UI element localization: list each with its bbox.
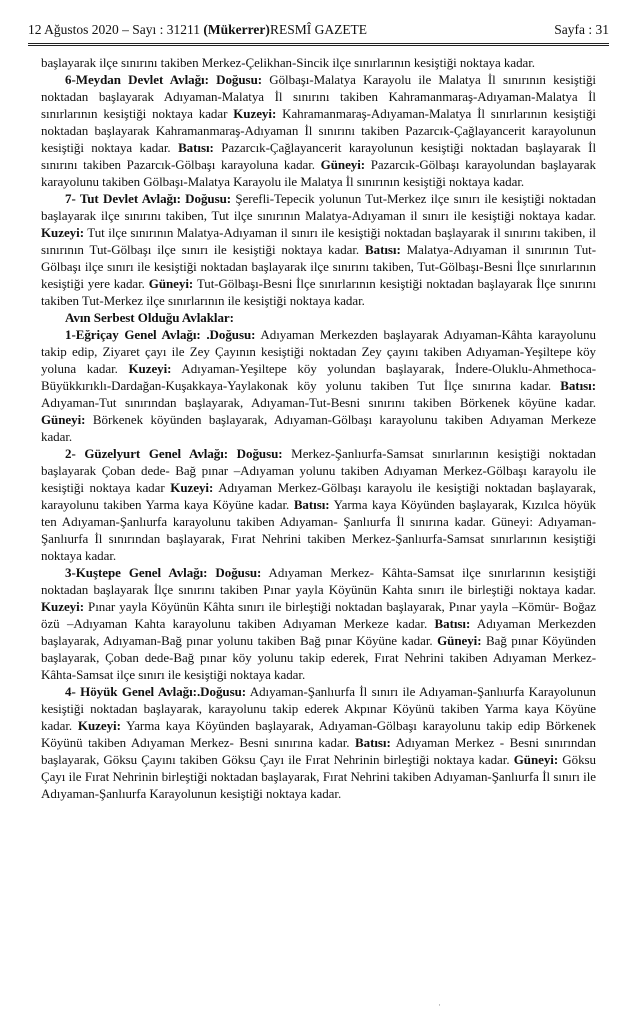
kustepe-guney-label: Güneyi: xyxy=(437,633,482,648)
egricay-dogu-label: .Doğusu: xyxy=(200,327,256,342)
kustepe-dogu-label: Doğusu: xyxy=(207,565,262,580)
guzelyurt-bati-text: Yarma kaya Köyünden başlayarak, Kızılca höyük ten Adıyaman-Şanlıurfa karayolunu takiben Adıyaman- Şanlıurfa İl sınırına kadar. Güneyi: Adıyaman- Şanlıurfa İl sınırından başlayarak, Fırat Nehrini takiben Merkez-Şanlıurfa-Samsat sınırlarının kesiştiği noktaya kadar. xyxy=(41,497,596,563)
meydan-guney-label: Güneyi: xyxy=(320,157,366,172)
section-heading-text: Avın Serbest Olduğu Avlaklar: xyxy=(65,310,234,325)
egricay-guney-label: Güneyi: xyxy=(41,412,86,427)
tut-dogu-text: Şerefli-Tepecik yolunun Tut-Merkez ilçe sınırı ile kesiştiği noktadan başlayarak ilçe sınırını takiben, Tut ilçe sınırının Malatya-Adıyaman il sınırı ile kesiştiği noktaya kadar. xyxy=(41,191,596,223)
tut-bati-label: Batısı: xyxy=(365,242,401,257)
header-rule xyxy=(28,43,609,46)
hoyuk-avlagi-paragraph xyxy=(41,683,596,802)
header-date-issue-text: 12 Ağustos 2020 – Sayı : 31211 xyxy=(28,22,201,37)
egricay-avlagi-paragraph xyxy=(41,326,596,445)
document-body xyxy=(41,54,596,802)
meydan-kuzey-label: Kuzeyi: xyxy=(233,106,277,121)
guzelyurt-kuzey-text: Adıyaman Merkez-Gölbaşı karayolu ile kesiştiği noktadan başlayarak, karayolunu takiben Yarma kaya Köyüne kadar. xyxy=(41,480,596,512)
header-gazette-name: RESMÎ GAZETE xyxy=(269,22,368,37)
guzelyurt-dogu-text: Merkez-Şanlıurfa-Samsat sınırlarının kesiştiği noktadan başlayarak Çoban dede- Bağ pınar –Adıyaman yolunu takiben Adıyaman Merkez-Gölbaşı karayolu ile kesiştiği noktaya kadar xyxy=(41,446,596,495)
tut-title: 7- Tut Devlet Avlağı: xyxy=(65,191,181,206)
tut-avlagi-paragraph xyxy=(41,190,596,309)
egricay-guney-text: Börkenek köyünden başlayarak, Adıyaman-Gölbaşı karayolunu takiben Adıyaman Merkeze kadar. xyxy=(41,412,596,444)
tut-kuzey-label: Kuzeyi: xyxy=(41,225,84,240)
kustepe-dogu-text: Adıyaman Merkez- Kâhta-Samsat ilçe sınırlarının kesiştiği noktadan başlayarak İlçe sınırını takiben Pınar yayla Köyünün Kahta sınırı ile birleştiği noktaya kadar. xyxy=(41,565,596,597)
hoyuk-kuzey-label: Kuzeyi: xyxy=(77,718,121,733)
kustepe-guney-text: Bağ pınar Köyünden başlayarak, Çoban dede-Bağ pınar köy yolunu takip ederek, Fırat Nehrini takiben Adıyaman Merkez- Kâhta-Samsat ilçe sınırı ile kesiştiği noktaya kadar. xyxy=(41,633,596,682)
tut-guney-label: Güneyi: xyxy=(148,276,194,291)
tut-bati-text: Malatya-Adıyaman il sınırının Tut-Gölbaşı ilçe sınırı ile kesiştiği noktadan başlayarak ilçe sınırını takiben, Tut-Gölbaşı-Besni İlçe sınırlarının kesiştiği yere kadar. xyxy=(41,242,596,291)
guzelyurt-kuzey-label: Kuzeyi: xyxy=(170,480,214,495)
hoyuk-kuzey-text: Yarma kaya Köyünden başlayarak, Adıyaman-Gölbaşı karayolunu takip edip Börkenek Köyünü takiben Adıyaman Merkez- Besni sınırına kadar. xyxy=(41,718,597,750)
guzelyurt-bati-label: Batısı: xyxy=(293,497,330,512)
hoyuk-title: 4- Höyük Genel Avlağı: xyxy=(65,684,197,699)
kustepe-kuzey-label: Kuzeyi: xyxy=(41,599,84,614)
egricay-bati-label: Batısı: xyxy=(560,378,596,393)
section-heading xyxy=(41,309,596,326)
footer-mark: · xyxy=(438,1000,441,1010)
kustepe-avlagi-paragraph xyxy=(41,564,596,683)
hoyuk-bati-text: Adıyaman Merkez - Besni sınırından başlayarak, Göksu Çayını takiben Göksu Çayı ile Fırat Nehrinin birleştiği noktaya kadar. xyxy=(41,735,596,767)
hoyuk-guney-text: Göksu Çayı ile Fırat Nehrinin birleştiği noktadan başlayarak, Fırat Nehrini takiben Adıyaman-Şanlıurfa İl sınırı ile Adıyaman-Şanlıurfa Karayolunun kesiştiği noktaya kadar. xyxy=(41,752,596,801)
egricay-kuzey-text: Adıyaman-Yeşiltepe köy yolundan başlayarak, İndere-Oluklu-Ahmethoca-Büyükkırıklı-Dardağan-Kuşakkaya-Yaylakonak köy yolunu takiben Tut İlçe sınırına kadar. xyxy=(41,361,596,393)
kustepe-title: 3-Kuştepe Genel Avlağı: xyxy=(65,565,208,580)
page-header xyxy=(28,20,609,40)
header-issue-note: (Mükerrer) xyxy=(203,22,270,37)
guzelyurt-title: 2- Güzelyurt Genel Avlağı: xyxy=(65,446,229,461)
meydan-avlagi-paragraph xyxy=(41,71,596,190)
egricay-title: 1-Eğriçay Genel Avlağı: xyxy=(65,327,201,342)
egricay-dogu-text: Adıyaman Merkezden başlayarak Adıyaman-Kâhta karayolunu takip edip, Ziyaret çayı ile Zey Çayının kesiştiği noktadan Zey çayını takiben Adıyaman-Yeşiltepe köy yoluna kadar. xyxy=(41,327,596,376)
meydan-dogu-text: Gölbaşı-Malatya Karayolu ile Malatya İl sınırının kesiştiği noktadan başlayarak Adıyaman-Malatya İl sınırını takiben Kahramanmaraş-Adıyaman-Malatya İl sınırlarının kesiştiği noktaya kadar xyxy=(41,72,596,121)
tut-kuzey-text: Tut ilçe sınırının Malatya-Adıyaman il sınırı ile kesiştiği noktadan başlayarak il sınırını takiben, il sınırının Tut-Gölbaşı ilçe sınırı ile kesiştiği noktaya kadar. xyxy=(41,225,596,257)
intro-paragraph: başlayarak ilçe sınırını takiben Merkez-Çelikhan-Sincik ilçe sınırlarının kesiştiği noktaya kadar. xyxy=(41,55,536,70)
kustepe-bati-label: Batısı: xyxy=(434,616,471,631)
tut-dogu-label: Doğusu: xyxy=(185,191,232,206)
meydan-bati-label: Batısı: xyxy=(178,140,214,155)
egricay-bati-text: Adıyaman-Tut sınırından başlayarak, Adıyaman-Tut-Besni sınırını takiben Börkenek köyüne kadar. xyxy=(41,395,596,410)
hoyuk-bati-label: Batısı: xyxy=(355,735,391,750)
guzelyurt-dogu-label: Doğusu: xyxy=(228,446,283,461)
meydan-kuzey-text: Kahramanmaraş-Adıyaman-Malatya İl sınırlarının kesiştiği noktadan başlayarak Kahramanmaraş-Adıyaman İl sınırını takiben Pazarcık-Çağlayancerit karayolunun kesiştiği noktaya kadar. xyxy=(41,106,596,155)
tut-guney-text: Tut-Gölbaşı-Besni İlçe sınırlarının kesiştiği noktadan başlayarak İlçe sınırını takiben Tut-Merkez ilçe sınırlarının ile kesiştiği noktaya kadar. xyxy=(41,276,597,308)
meydan-guney-text: Pazarcık-Gölbaşı karayolundan başlayarak karayolunu takiben Gölbaşı-Malatya Karayolu ile Malatya İl sınırının kesiştiği noktaya kadar. xyxy=(41,157,596,189)
hoyuk-dogu-label: .Doğusu: xyxy=(196,684,247,699)
kustepe-kuzey-text: Pınar yayla Köyünün Kâhta sınırı ile birleştiği noktadan başlayarak, Pınar yayla –Kömür- Boğaz özü –Adıyaman Kahta karayolunu takiben Adıyaman Merkeze kadar. xyxy=(41,599,596,631)
guzelyurt-avlagi-paragraph xyxy=(41,445,596,564)
meydan-dogu-label: Doğusu: xyxy=(216,72,263,87)
meydan-title: 6-Meydan Devlet Avlağı: xyxy=(65,72,209,87)
kustepe-bati-text: Adıyaman Merkezden başlayarak, Adıyaman-Bağ pınar yolunu takiben Bağ pınar Köyüne kadar. xyxy=(41,616,596,648)
hoyuk-dogu-text: Adıyaman-Şanlıurfa İl sınırı ile Adıyaman-Şanlıurfa Karayolunun kesiştiği noktadan başlayarak, karayolunu takip ederek Akpınar Köyünü takiben Yarma kaya Köyüne kadar. xyxy=(41,684,596,733)
hoyuk-guney-label: Güneyi: xyxy=(513,752,559,767)
meydan-bati-text: Pazarcık-Çağlayancerit karayolunun kesiştiği noktadan başlayarak İl sınırını takiben Pazarcık-Gölbaşı karayoluna kadar. xyxy=(41,140,597,172)
header-page-number: Sayfa : 31 xyxy=(554,22,609,37)
egricay-kuzey-label: Kuzeyi: xyxy=(128,361,172,376)
